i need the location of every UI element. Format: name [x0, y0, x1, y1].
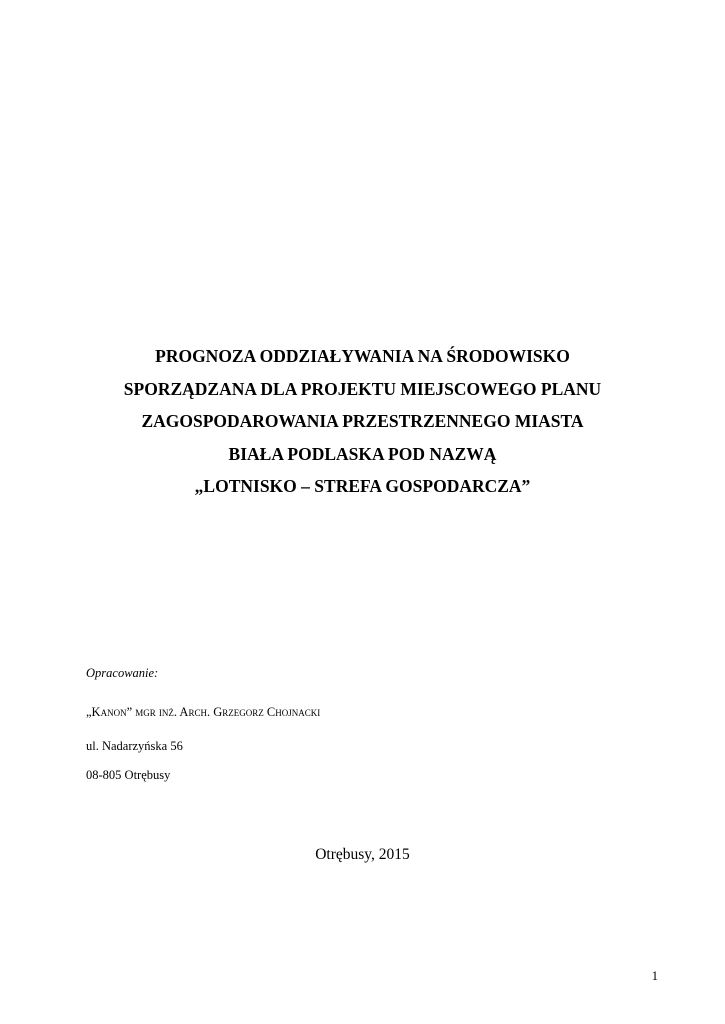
prepared-by-label: Opracowanie: — [86, 666, 159, 680]
place-and-date: Otrębusy, 2015 — [315, 846, 410, 863]
page-number: 1 — [651, 969, 658, 983]
address-postal-city: 08-805 Otrębusy — [86, 768, 171, 782]
title-line-3: ZAGOSPODAROWANIA PRZESTRZENNEGO MIASTA — [141, 411, 584, 432]
address-street: ul. Nadarzyńska 56 — [86, 739, 183, 753]
author-name: „Kanon” mgr inż. Arch. Grzegorz Chojnacki — [86, 705, 321, 719]
title-line-2: SPORZĄDZANA DLA PROJEKTU MIEJSCOWEGO PLANU — [123, 378, 602, 399]
title-line-5: „LOTNISKO – STREFA GOSPODARCZA” — [194, 476, 531, 497]
document-title — [60, 340, 665, 503]
title-line-4: BIAŁA PODLASKA POD NAZWĄ — [228, 443, 497, 464]
title-line-1: PROGNOZA ODDZIAŁYWANIA NA ŚRODOWISKO — [155, 346, 570, 366]
